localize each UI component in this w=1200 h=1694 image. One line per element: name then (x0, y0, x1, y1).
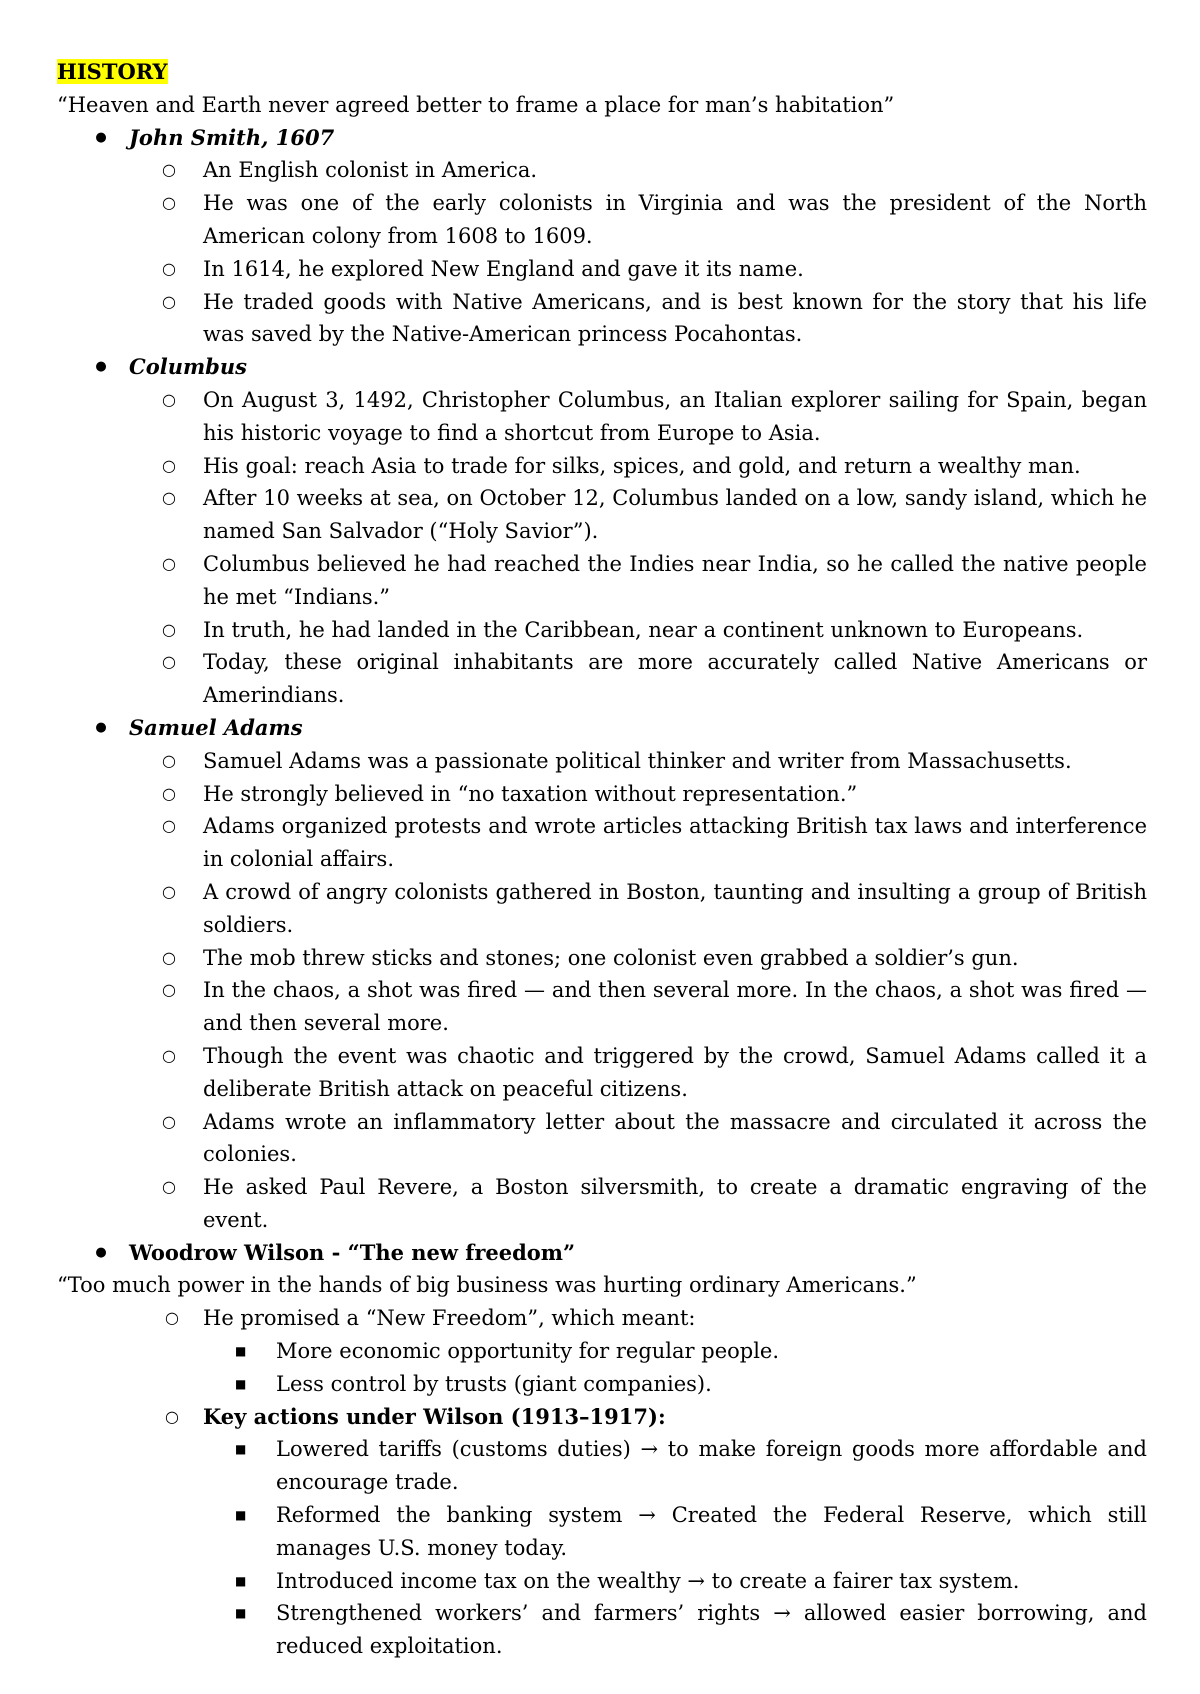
list-item: ○ After 10 weeks at sea, on October 12, Columbus landed on a low, sandy island, which he named San Salvador (“Holy Savior”). (57, 482, 1147, 548)
section-heading-columbus: Columbus (129, 354, 247, 380)
list-item: ○ He asked Paul Revere, a Boston silversmith, to create a dramatic engraving of the event. (57, 1171, 1147, 1237)
sub-list-item: ■ More economic opportunity for regular people. (57, 1335, 1147, 1368)
sub-list-item: ■ Strengthened workers’ and farmers’ rights → allowed easier borrowing, and reduced exploitation. (57, 1597, 1147, 1663)
list-item: ○ In 1614, he explored New England and gave it its name. (57, 253, 1147, 286)
list-item: ○ Today, these original inhabitants are more accurately called Native Americans or Amerindians. (57, 646, 1147, 712)
hollow-circle-bullet-icon: ○ (162, 291, 176, 311)
list-item: ○ He promised a “New Freedom”, which meant: (57, 1302, 1147, 1335)
list-item: ○ Adams wrote an inflammatory letter about the massacre and circulated it across the colonies. (57, 1106, 1147, 1172)
square-bullet-icon: ■ (235, 1376, 247, 1391)
hollow-circle-bullet-icon: ○ (162, 1111, 176, 1131)
list-item: ○ Columbus believed he had reached the Indies near India, so he called the native people he met “Indians.” (57, 548, 1147, 614)
hollow-circle-bullet-icon: ○ (165, 1308, 179, 1328)
wilson-quote: “Too much power in the hands of big business was hurting ordinary Americans.” (57, 1273, 917, 1298)
list-item (57, 1401, 1147, 1434)
hollow-circle-bullet-icon: ○ (162, 193, 176, 213)
hollow-circle-bullet-icon: ○ (162, 160, 176, 180)
square-bullet-icon: ■ (235, 1573, 247, 1588)
hollow-circle-bullet-icon: ○ (162, 488, 176, 508)
sub-list-item: ■ Introduced income tax on the wealthy → to create a fairer tax system. (57, 1565, 1147, 1598)
list-item: ○ His goal: reach Asia to trade for silks, spices, and gold, and return a wealthy man. (57, 450, 1147, 483)
list-item: ○ A crowd of angry colonists gathered in Boston, taunting and insulting a group of British soldiers. (57, 876, 1147, 942)
list-item: ○ Adams organized protests and wrote articles attacking British tax laws and interference in colonial affairs. (57, 810, 1147, 876)
intro-quote: “Heaven and Earth never agreed better to frame a place for man’s habitation” (57, 92, 895, 117)
hollow-circle-bullet-icon: ○ (162, 783, 176, 803)
list-item: ○ He traded goods with Native Americans, and is best known for the story that his life was saved by the Native-American princess Pocahontas. (57, 286, 1147, 352)
list-item: ○ An English colonist in America. (57, 154, 1147, 187)
hollow-circle-bullet-icon: ○ (162, 881, 176, 901)
square-bullet-icon: ■ (235, 1344, 247, 1359)
hollow-circle-bullet-icon: ○ (162, 816, 176, 836)
page-title (57, 56, 1147, 89)
section-heading-smith: John Smith, 1607 (129, 124, 335, 150)
list-item: ○ Though the event was chaotic and triggered by the crowd, Samuel Adams called it a deliberate British attack on peaceful citizens. (57, 1040, 1147, 1106)
list-item: ○ Samuel Adams was a passionate political thinker and writer from Massachusetts. (57, 745, 1147, 778)
hollow-circle-bullet-icon: ○ (162, 652, 176, 672)
list-item: ○ On August 3, 1492, Christopher Columbus, an Italian explorer sailing for Spain, began his historic voyage to find a shortcut from Europe to Asia. (57, 384, 1147, 450)
sub-list-item: ■ Reformed the banking system → Created the Federal Reserve, which still manages U.S. money today. (57, 1499, 1147, 1565)
wilson-list (57, 1302, 1147, 1663)
list-item: ○ In truth, he had landed in the Caribbean, near a continent unknown to Europeans. (57, 614, 1147, 647)
hollow-circle-bullet-icon: ○ (165, 1406, 179, 1426)
hollow-circle-bullet-icon: ○ (162, 455, 176, 475)
list-item: ○ He was one of the early colonists in Virginia and was the president of the North American colony from 1608 to 1609. (57, 187, 1147, 253)
section-heading-wilson: Woodrow Wilson - “The new freedom” (129, 1239, 576, 1265)
square-bullet-icon: ■ (235, 1442, 247, 1457)
list-item: ○ The mob threw sticks and stones; one colonist even grabbed a soldier’s gun. (57, 942, 1147, 975)
section-smith (57, 122, 1147, 155)
hollow-circle-bullet-icon: ○ (162, 389, 176, 409)
list-item: ○ He strongly believed in “no taxation without representation.” (57, 778, 1147, 811)
section-columbus (57, 351, 1147, 384)
sections-list (57, 122, 1147, 1270)
hollow-circle-bullet-icon: ○ (162, 1045, 176, 1065)
hollow-circle-bullet-icon: ○ (162, 619, 176, 639)
list-item: ○ In the chaos, a shot was fired — and then several more. In the chaos, a shot was fired — and then several more. (57, 974, 1147, 1040)
sub-list-item: ■ Less control by trusts (giant companies). (57, 1368, 1147, 1401)
actions-heading: Key actions under Wilson (1913–1917): (203, 1403, 666, 1429)
square-bullet-icon: ■ (235, 1508, 247, 1523)
filled-circle-bullet-icon: ● (95, 129, 107, 145)
square-bullet-icon: ■ (235, 1606, 247, 1621)
filled-circle-bullet-icon: ● (95, 719, 107, 735)
section-heading-adams: Samuel Adams (129, 714, 303, 740)
hollow-circle-bullet-icon: ○ (162, 1177, 176, 1197)
document-page (57, 56, 1147, 1663)
filled-circle-bullet-icon: ● (95, 1244, 107, 1260)
filled-circle-bullet-icon: ● (95, 359, 107, 375)
hollow-circle-bullet-icon: ○ (162, 553, 176, 573)
title-highlight: HISTORY (57, 59, 168, 84)
hollow-circle-bullet-icon: ○ (162, 947, 176, 967)
section-adams (57, 712, 1147, 745)
hollow-circle-bullet-icon: ○ (162, 750, 176, 770)
hollow-circle-bullet-icon: ○ (162, 258, 176, 278)
sub-list-item: ■ Lowered tariffs (customs duties) → to make foreign goods more affordable and encourage trade. (57, 1433, 1147, 1499)
hollow-circle-bullet-icon: ○ (162, 980, 176, 1000)
section-wilson (57, 1237, 1147, 1270)
